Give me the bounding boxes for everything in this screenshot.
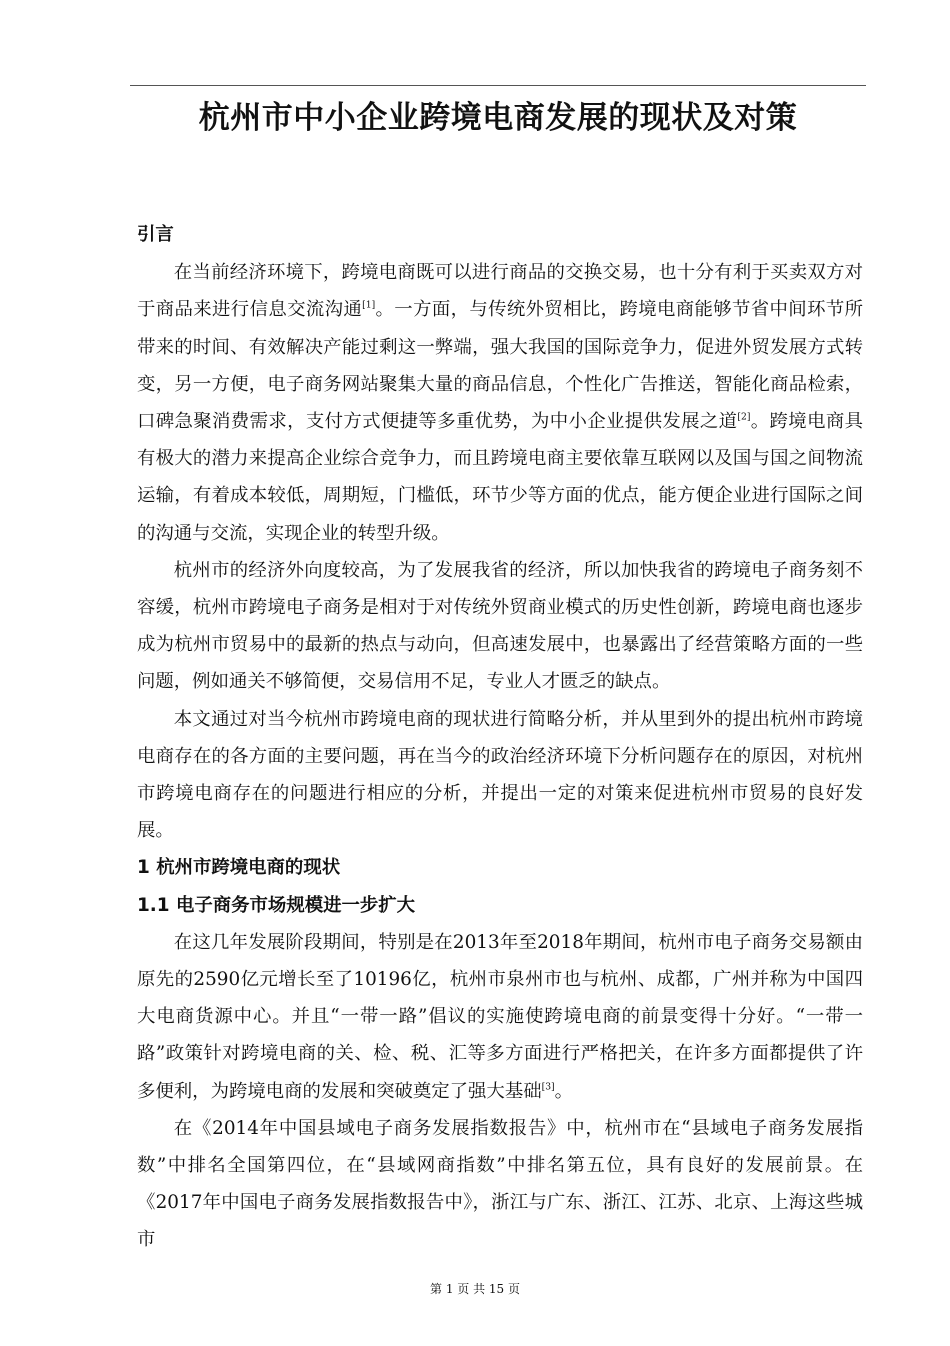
- citation-ref-3: [3]: [541, 1081, 555, 1093]
- paragraph-text: 。一方面，与传统外贸相比，跨境电商能够节省中间环节所带来的时间、有效解决产能过剩这一弊端，强大我国的国际竞争力，促进外贸发展方式转变，另一方便，电子商务网站聚集大量的商品信息，个性化广告推送，智能化商品检索，口碑急聚消费需求，支付方式便捷等多重优势，为中小企业提供发展之道: [137, 299, 863, 433]
- paragraph-intro-3: 本文通过对当今杭州市跨境电商的现状进行简略分析，并从里到外的提出杭州市跨境电商存在的各方面的主要问题，再在当今的政治经济环境下分析问题存在的原因，对杭州市跨境电商存在的问题进行相应的分析，并提出一定的对策来促进杭州市贸易的良好发展。: [137, 708, 863, 842]
- paragraph-text: 。跨境电商具有极大的潜力来提高企业综合竞争力，而且跨境电商主要依靠互联网以及国与国之间物流运输，有着成本较低，周期短，门槛低，环节少等方面的优点，能方便企业进行国际之间的沟通与交流，实现企业的转型升级。: [137, 411, 863, 544]
- page-number-label: 第 1 页 共 15 页: [430, 1282, 520, 1296]
- paragraph-1-1-b: 在《2014年中国县域电子商务发展指数报告》中，杭州市在“县域电子商务发展指数”中排名全国第四位，在“县域网商指数”中排名第五位，具有良好的发展前景。在《2017年中国电子商务发展指数报告中》，浙江与广东、浙江、江苏、北京、上海这些城市: [137, 1117, 863, 1251]
- section-heading-1-1: 1.1 电子商务市场规模进一步扩大: [137, 894, 416, 916]
- section-heading-1: 1 杭州市跨境电商的现状: [137, 857, 341, 879]
- page-footer: [0, 1280, 950, 1297]
- section-heading-intro: 引言: [137, 224, 174, 245]
- citation-ref-2: [2]: [737, 411, 751, 423]
- paragraph-text: 。: [554, 1080, 574, 1102]
- citation-ref-1: [1]: [362, 300, 376, 312]
- header-rule: [130, 85, 866, 86]
- paragraph-text: 在当前经济环境下，跨境电商既可以进行商品的交换交易，也十分有利于买卖双方对于商品来进行信息交流沟通: [137, 262, 863, 321]
- paragraph-intro-1: [137, 254, 863, 552]
- paragraph-intro-2: 杭州市的经济外向度较高，为了发展我省的经济，所以加快我省的跨境电子商务刻不容缓，杭州市跨境电子商务是相对于对传统外贸商业模式的历史性创新，跨境电商也逐步成为杭州市贸易中的最新的热点与动向，但高速发展中，也暴露出了经营策略方面的一些问题，例如通关不够简便，交易信用不足，专业人才匮乏的缺点。: [137, 559, 863, 693]
- document-title: 杭州市中小企业跨境电商发展的现状及对策: [198, 100, 798, 136]
- document-body: [137, 216, 863, 1259]
- paragraph-1-1-a: [137, 924, 863, 1110]
- paragraph-text: 在这几年发展阶段期间，特别是在2013年至2018年期间，杭州市电子商务交易额由原先的2590亿元增长至了10196亿，杭州市泉州市也与杭州、成都，广州并称为中国四大电商货源中心。并且“一带一路”倡议的实施使跨境电商的前景变得十分好。“一带一路”政策针对跨境电商的关、检、税、汇等多方面进行严格把关，在许多方面都提供了许多便利，为跨境电商的发展和突破奠定了强大基础: [137, 931, 863, 1102]
